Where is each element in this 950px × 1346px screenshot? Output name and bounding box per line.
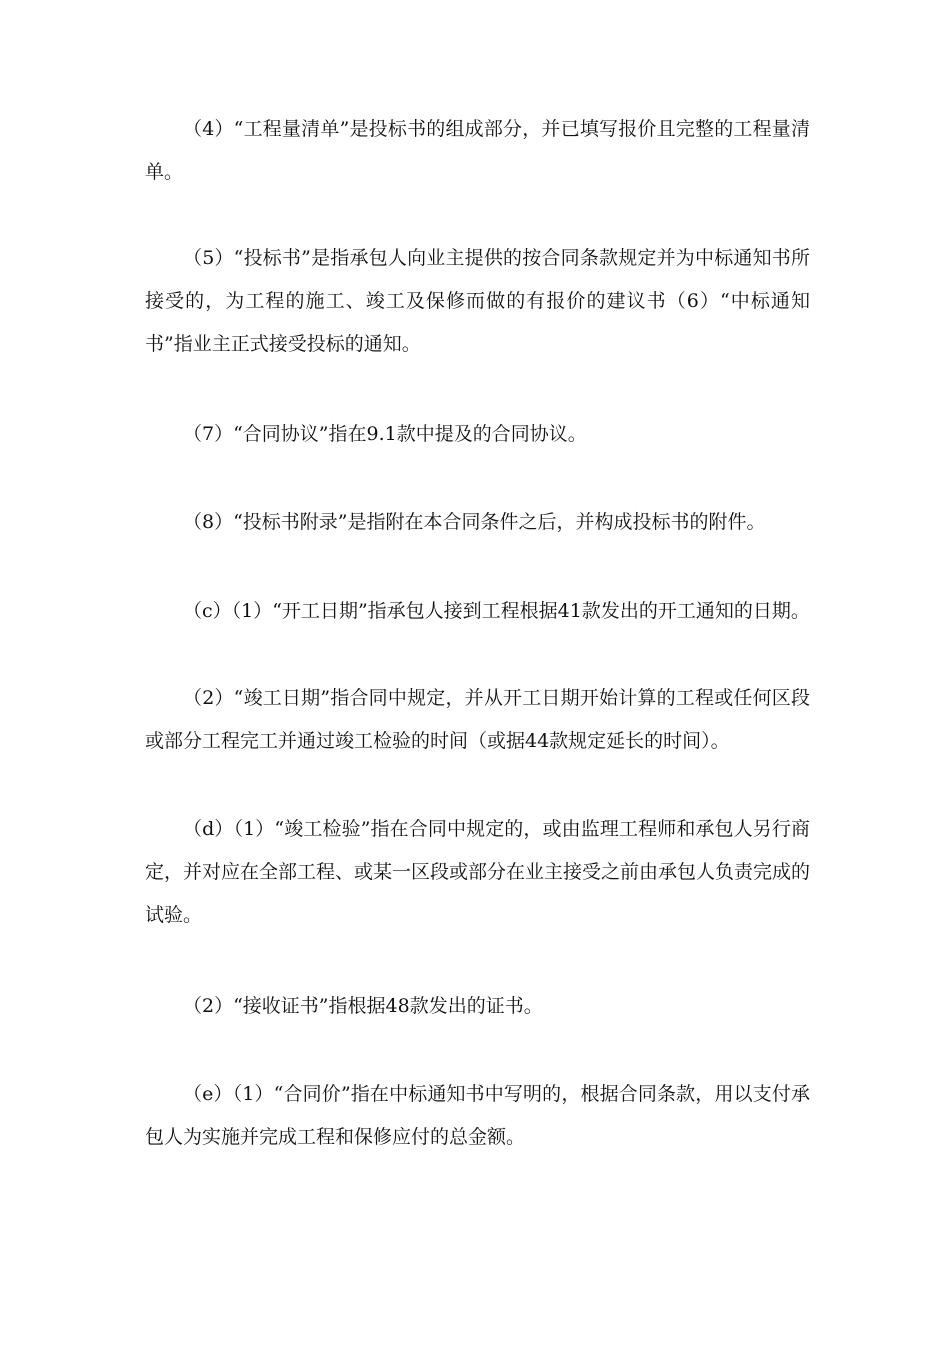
paragraph-tender-and-award-letter: （5）“投标书”是指承包人向业主提供的按合同条款规定并为中标通知书所接受的，为工程的施工、竣工及保修而做的有报价的建议书（6）“中标通知书”指业主正式接受投标的通知。 — [145, 247, 810, 355]
paragraph-tests-on-completion: （d）（1）“竣工检验”指在合同中规定的，或由监理工程师和承包人另行商定，并对应在全部工程、或某一区段或部分在业主接受之前由承包人负责完成的试验。 — [145, 818, 811, 926]
paragraph-tender-appendix: （8）“投标书附录”是指附在本合同条件之后，并构成投标书的附件。 — [183, 511, 766, 533]
paragraph-bill-of-quantities: （4）“工程量清单”是投标书的组成部分，并已填写报价且完整的工程量清单。 — [145, 118, 810, 183]
paragraph-contract-price: （e）（1）“合同价”指在中标通知书中写明的，根据合同条款，用以支付承包人为实施并完成工程和保修应付的总金额。 — [145, 1083, 810, 1148]
paragraph-contract-agreement: （7）“合同协议”指在9.1款中提及的合同协议。 — [183, 423, 587, 445]
paragraph-commencement-date: （c）（1）“开工日期”指承包人接到工程根据41款发出的开工通知的日期。 — [183, 600, 810, 622]
paragraph-taking-over-certificate: （2）“接收证书”指根据48款发出的证书。 — [183, 995, 543, 1017]
paragraph-completion-date: （2）“竣工日期”指合同中规定，并从开工日期开始计算的工程或任何区段或部分工程完工并通过竣工检验的时间（或据44款规定延长的时间）。 — [145, 687, 810, 752]
